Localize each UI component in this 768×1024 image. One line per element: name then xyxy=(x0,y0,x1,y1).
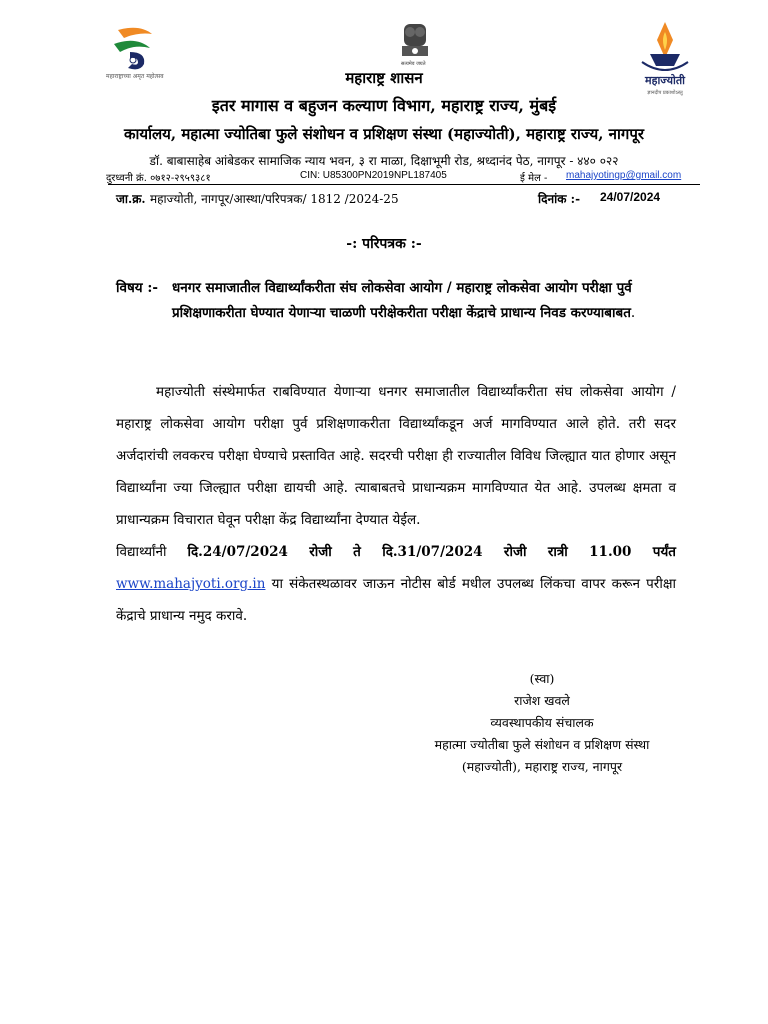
body-paragraph-2: विद्यार्थ्यांनी दि.24/07/2024 रोजी ते दि.31/07/2024 रोजी रात्री 11.00 पर्यंत www.mahajyoti.org.in या संकेतस्थळावर जाऊन नोटीस बोर्ड मधील उपलब्ध लिंकचा वापर करून परीक्षा केंद्राचे प्राधान्य नमुद करावे. xyxy=(116,544,677,624)
signature-mark: (स्वा) xyxy=(529,671,555,686)
phone-number: दुरध्वनी क्रं. ०७१२-२९५९३८१ xyxy=(106,173,211,184)
signatory-org-line-1: महात्मा ज्योतीबा फुले संशोधन व प्रशिक्षण संस्था xyxy=(434,737,650,752)
subject-text: धनगर समाजातील विद्यार्थ्यांकरीता संघ लोकसेवा आयोग / महाराष्ट्र लोकसेवा आयोग परीक्षा पुर्व प्रशिक्षणाकरीता घेण्यात येणाऱ्या चाळणी परीक्षेकरीता परीक्षा केंद्राचे प्राधान्य निवड करण्याबाबत. xyxy=(172,280,636,321)
contact-line xyxy=(0,170,768,184)
government-title: महाराष्ट्र शासन xyxy=(345,69,423,87)
body-paragraph-1: महाज्योती संस्थेमार्फत राबविण्यात येणाऱ्या धनगर समाजातील विद्यार्थ्यांकरीता संघ लोकसेवा आयोग / महाराष्ट्र लोकसेवा आयोग परीक्षा पुर्व प्रशिक्षणाकरीता विद्यार्थ्यांकडून अर्ज मागविण्यात आले होते. तरी सदर अर्जदारांची लवकरच परीक्षा घेण्याचे प्रस्तावित आहे. सदरची परीक्षा ही राज्यातील विविध जिल्ह्यात यात होणार असून विद्यार्थ्यांना ज्या जिल्ह्यात परीक्षा द्यायची आहे. त्याबाबतचे प्राधान्यक्रम मागविण्यात येत आहे. उपलब्ध क्षमता व प्राधान्यक्रम विचारात घेवून परीक्षा केंद्र विद्यार्थ्यांना देण्यात येईल. xyxy=(116,384,676,528)
date-value: 24/07/2024 xyxy=(600,190,661,204)
svg-text:महाराष्ट्राच्या अमृत महोत्सव: महाराष्ट्राच्या अमृत महोत्सव xyxy=(106,73,164,80)
svg-text:ज्ञानदीप प्रकाशोऽस्तु: ज्ञानदीप प्रकाशोऽस्तु xyxy=(647,90,683,96)
signatory-name: राजेश खवले xyxy=(514,693,570,708)
department-title: इतर मागास व बहुजन कल्याण विभाग, महाराष्ट्र राज्य, मुंबई xyxy=(211,96,557,115)
signature-block xyxy=(400,668,684,778)
office-title: कार्यालय, महात्मा ज्योतिबा फुले संशोधन व प्रशिक्षण संस्था (महाज्योती), महाराष्ट्र राज्य, नागपूर xyxy=(124,125,644,143)
reference-number: महाज्योती, नागपूर/आस्था/परिपत्रक/ 1812 /2024-25 xyxy=(150,192,399,206)
deadline-dates: दि.24/07/2024 रोजी ते दि.31/07/2024 रोजी रात्री 11.00 पर्यंत xyxy=(187,544,676,560)
svg-text:सत्यमेव जयते: सत्यमेव जयते xyxy=(401,61,426,67)
cin-number: CIN: U85300PN2019NPL187405 xyxy=(300,170,447,181)
national-emblem-icon xyxy=(398,20,432,68)
circular-title: -: परिपत्रक :- xyxy=(346,236,422,252)
website-link[interactable]: www.mahajyoti.org.in xyxy=(116,576,266,592)
reference-line xyxy=(0,190,768,206)
svg-text:महाज्योती: महाज्योती xyxy=(645,74,685,87)
email-link[interactable]: mahajyotingp@gmail.com xyxy=(566,170,682,181)
circular-body xyxy=(116,376,676,632)
email-label: ई मेल - xyxy=(520,173,548,184)
date-label: दिनांक :- xyxy=(538,192,581,206)
header-divider xyxy=(108,184,700,185)
office-address: डॉ. बाबासाहेब आंबेडकर सामाजिक न्याय भवन, ३ रा माळा, दिक्षाभूमी रोड, श्रध्दानंद पेठ, नागपूर - ४४० ०२२ xyxy=(149,154,619,168)
signatory-designation: व्यवस्थापकीय संचालक xyxy=(490,715,594,730)
subject-label: विषय :- xyxy=(116,280,158,296)
reference-label: जा.क्र. xyxy=(116,192,146,206)
signatory-org-line-2: (महाज्योती), महाराष्ट्र राज्य, नागपूर xyxy=(461,759,623,774)
